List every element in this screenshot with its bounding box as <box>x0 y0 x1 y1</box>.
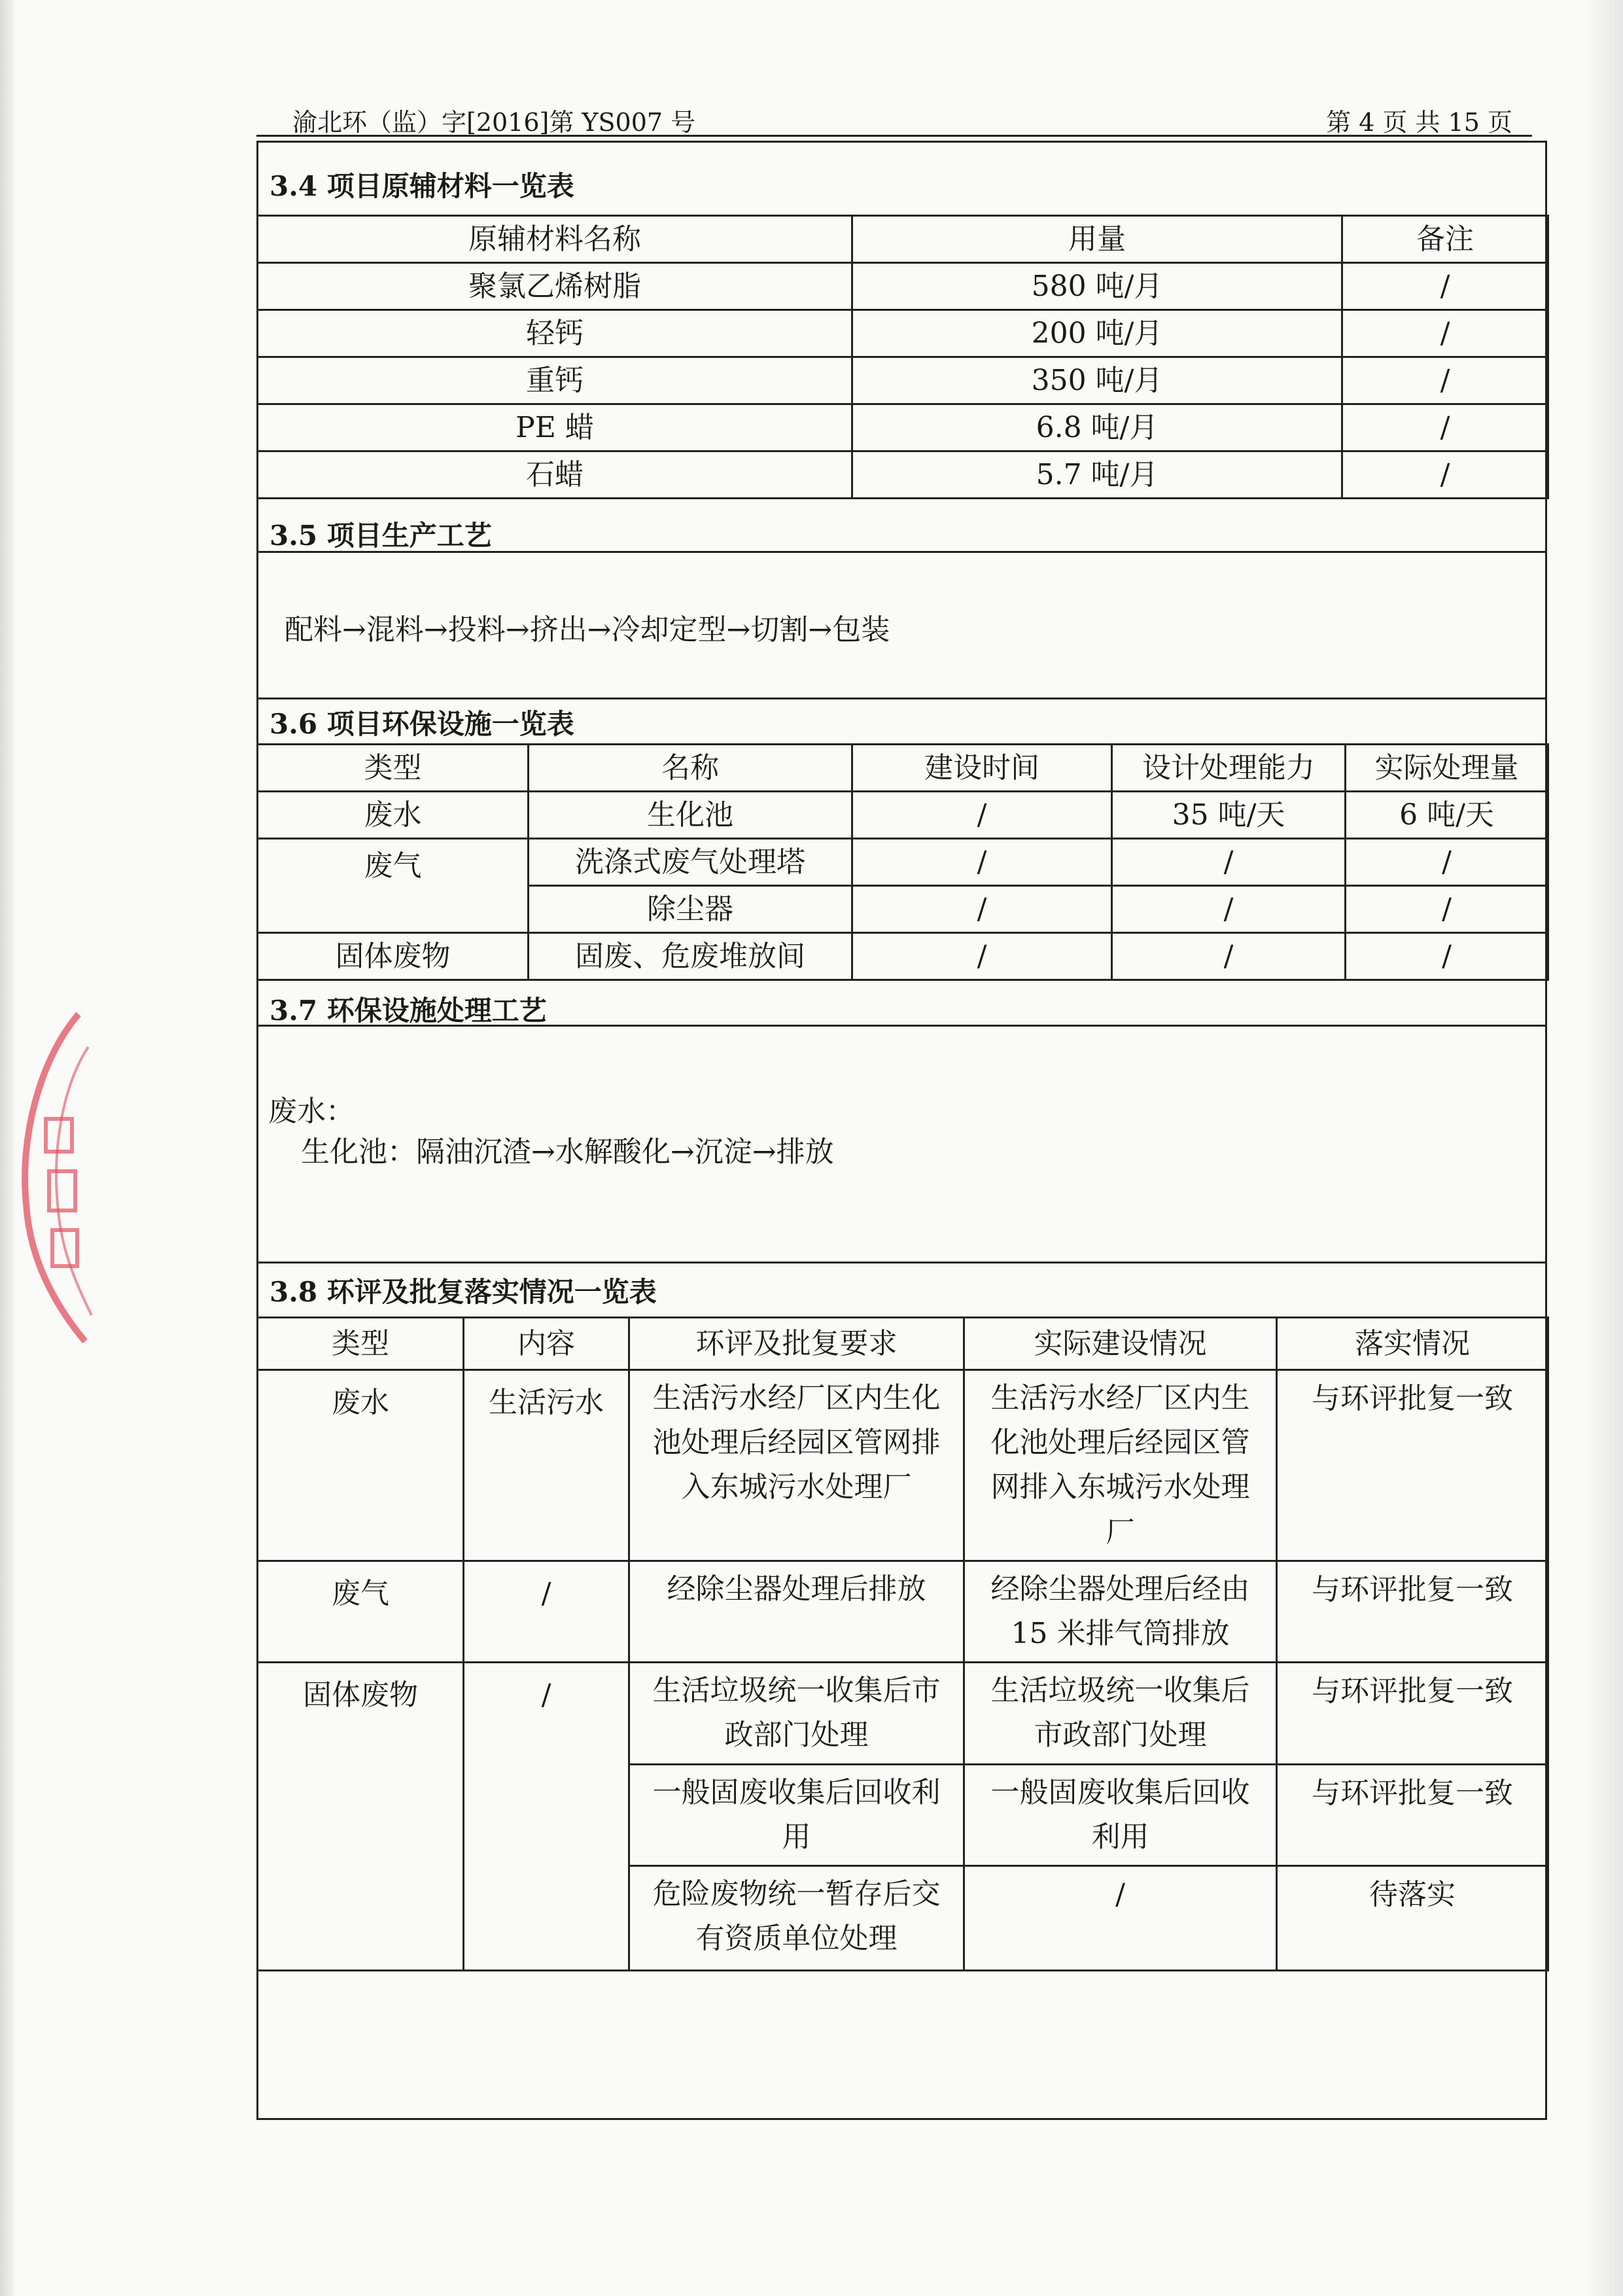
divider <box>256 551 1547 553</box>
section-3-6-title: 3.6 项目环保设施一览表 <box>270 708 574 740</box>
column-header: 环评及批复要求 <box>629 1318 964 1370</box>
table-row <box>258 263 1548 310</box>
facility-time: / <box>852 792 1112 839</box>
facility-time: / <box>852 839 1112 886</box>
table-row <box>258 451 1548 499</box>
facility-name: 生化池 <box>529 792 852 839</box>
facility-actual: / <box>1346 839 1548 886</box>
material-name: 聚氯乙烯树脂 <box>258 263 852 310</box>
page-edge-right <box>1584 0 1623 2296</box>
item-requirement: 生活垃圾统一收集后市政部门处理 <box>629 1663 964 1764</box>
material-amount: 6.8 吨/月 <box>852 404 1342 451</box>
material-note: / <box>1342 451 1548 499</box>
column-header: 类型 <box>258 745 529 792</box>
table-header-row <box>258 745 1548 792</box>
column-header: 实际处理量 <box>1346 745 1548 792</box>
item-actual: 经除尘器处理后经由 15 米排气筒排放 <box>964 1561 1277 1662</box>
table-header-row <box>258 216 1548 263</box>
facility-type: 废水 <box>258 792 529 839</box>
facility-actual: / <box>1346 933 1548 980</box>
material-name: 轻钙 <box>258 310 852 357</box>
facility-design: / <box>1112 933 1346 980</box>
table-row <box>258 792 1548 839</box>
facility-time: / <box>852 886 1112 933</box>
facility-name: 固废、危废堆放间 <box>529 933 852 980</box>
facility-name: 洗涤式废气处理塔 <box>529 839 852 886</box>
item-requirement: 经除尘器处理后排放 <box>629 1561 964 1662</box>
material-note: / <box>1342 263 1548 310</box>
material-name: PE 蜡 <box>258 404 852 451</box>
column-header: 设计处理能力 <box>1112 745 1346 792</box>
page-edge-left <box>0 0 14 2296</box>
facility-design: / <box>1112 839 1346 886</box>
facility-type: 固体废物 <box>258 933 529 980</box>
section-3-8-title: 3.8 环评及批复落实情况一览表 <box>270 1276 657 1308</box>
item-content: / <box>464 1663 629 1971</box>
facility-actual: 6 吨/天 <box>1346 792 1548 839</box>
item-actual: 生活垃圾统一收集后市政部门处理 <box>964 1663 1277 1764</box>
table-row <box>258 357 1548 404</box>
column-header: 实际建设情况 <box>964 1318 1277 1370</box>
eia-implementation-table <box>256 1316 1549 1971</box>
table-row <box>258 839 1548 886</box>
divider <box>256 698 1547 699</box>
column-header: 落实情况 <box>1277 1318 1548 1370</box>
section-3-7-title: 3.7 环保设施处理工艺 <box>270 995 547 1027</box>
column-header: 名称 <box>529 745 852 792</box>
material-note: / <box>1342 310 1548 357</box>
table-header-row <box>258 1318 1548 1370</box>
material-amount: 350 吨/月 <box>852 357 1342 404</box>
divider <box>256 1262 1547 1263</box>
wastewater-label: 废水： <box>268 1095 355 1128</box>
table-row <box>258 1561 1548 1662</box>
column-header: 内容 <box>464 1318 629 1370</box>
column-header: 用量 <box>852 216 1342 263</box>
divider <box>256 1025 1547 1027</box>
table-row <box>258 1370 1548 1561</box>
facility-design: 35 吨/天 <box>1112 792 1346 839</box>
column-header: 原辅材料名称 <box>258 216 852 263</box>
column-header: 建设时间 <box>852 745 1112 792</box>
item-actual: / <box>964 1865 1277 1970</box>
item-actual: 一般固废收集后回收利用 <box>964 1764 1277 1865</box>
material-amount: 5.7 吨/月 <box>852 451 1342 499</box>
item-status: 待落实 <box>1277 1865 1548 1970</box>
facility-time: / <box>852 933 1112 980</box>
section-3-4-title: 3.4 项目原辅材料一览表 <box>270 170 574 202</box>
item-type: 固体废物 <box>258 1663 464 1971</box>
production-process: 配料→混料→投料→挤出→冷却定型→切割→包装 <box>285 613 890 646</box>
table-row <box>258 933 1548 980</box>
section-3-5-title: 3.5 项目生产工艺 <box>270 520 492 552</box>
treatment-process: 生化池：隔油沉渣→水解酸化→沉淀→排放 <box>301 1135 834 1169</box>
item-type: 废气 <box>258 1561 464 1662</box>
material-note: / <box>1342 404 1548 451</box>
material-note: / <box>1342 357 1548 404</box>
page-number: 第 4 页 共 15 页 <box>1326 108 1512 137</box>
column-header: 类型 <box>258 1318 464 1370</box>
raw-materials-table <box>256 215 1549 499</box>
material-amount: 580 吨/月 <box>852 263 1342 310</box>
item-requirement: 生活污水经厂区内生化池处理后经园区管网排入东城污水处理厂 <box>629 1370 964 1561</box>
item-actual: 生活污水经厂区内生化池处理后经园区管网排入东城污水处理厂 <box>964 1370 1277 1561</box>
red-stamp-icon <box>0 1008 98 1348</box>
table-row <box>258 310 1548 357</box>
page-header <box>256 99 1532 137</box>
facility-type: 废气 <box>258 839 529 933</box>
item-status: 与环评批复一致 <box>1277 1561 1548 1662</box>
item-status: 与环评批复一致 <box>1277 1370 1548 1561</box>
facility-design: / <box>1112 886 1346 933</box>
doc-number: 渝北环（监）字[2016]第 YS007 号 <box>292 108 696 137</box>
table-row <box>258 1663 1548 1764</box>
item-requirement: 危险废物统一暂存后交有资质单位处理 <box>629 1865 964 1970</box>
item-status: 与环评批复一致 <box>1277 1764 1548 1865</box>
column-header: 备注 <box>1342 216 1548 263</box>
item-status: 与环评批复一致 <box>1277 1663 1548 1764</box>
material-amount: 200 吨/月 <box>852 310 1342 357</box>
material-name: 重钙 <box>258 357 852 404</box>
item-type: 废水 <box>258 1370 464 1561</box>
env-facilities-table <box>256 743 1549 981</box>
facility-actual: / <box>1346 886 1548 933</box>
item-content: 生活污水 <box>464 1370 629 1561</box>
item-requirement: 一般固废收集后回收利用 <box>629 1764 964 1865</box>
table-row <box>258 404 1548 451</box>
item-content: / <box>464 1561 629 1662</box>
facility-name: 除尘器 <box>529 886 852 933</box>
material-name: 石蜡 <box>258 451 852 499</box>
